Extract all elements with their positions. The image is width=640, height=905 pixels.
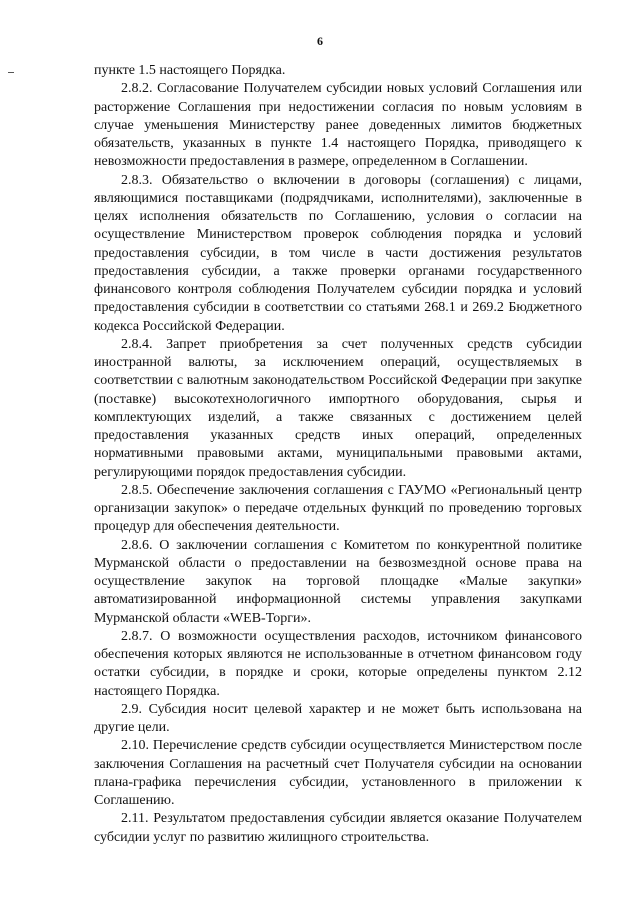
- paragraph-2-8-6: 2.8.6. О заключении соглашения с Комитетом по конкурентной политике Мурманской области о предоставлении на безвозмездной основе права на осуществление закупок на торговой площадке «Малые закупки» автоматизированной информационной системы управления закупками Мурманской области «WEB-Торги».: [94, 537, 582, 626]
- paragraph-2-8-7: 2.8.7. О возможности осуществления расходов, источником финансового обеспечения которых являются не использованные в отчетном финансовом году остатки субсидии, в порядке и сроки, которые определены пунктом 2.12 настоящего Порядка.: [94, 628, 582, 699]
- margin-mark: [8, 72, 14, 73]
- paragraph-2-8-3: 2.8.3. Обязательство о включении в договоры (соглашения) с лицами, являющимися поставщиками (подрядчиками, исполнителями), заключенные в целях исполнения обязательств по Соглашению, условия о согласии на осуществление Министерством проверок соблюдения порядка и условий предоставления субсидии, в том числе в части достижения результатов предоставления субсидии, а также проверки органами государственного финансового контроля соблюдения Получателем субсидии порядка и условий предоставления субсидии в соответствии со статьями 268.1 и 269.2 Бюджетного кодекса Российской Федерации.: [94, 172, 582, 334]
- document-body: [94, 62, 582, 847]
- paragraph-continuation: пункте 1.5 настоящего Порядка.: [94, 63, 286, 78]
- paragraph-2-8-2: 2.8.2. Согласование Получателем субсидии новых условий Соглашения или расторжение Соглашения при недостижении согласия по новым условиям в случае уменьшения Министерству ранее доведенных лимитов бюджетных обязательств, указанных в пункте 1.4 настоящего Порядка, приводящего к невозможности предоставления в размере, определенном в Соглашении.: [94, 81, 582, 170]
- paragraph-2-9: 2.9. Субсидия носит целевой характер и не может быть использована на другие цели.: [94, 701, 582, 735]
- paragraph-2-8-4: 2.8.4. Запрет приобретения за счет полученных средств субсидии иностранной валюты, за исключением операций, осуществляемых в соответствии с валютным законодательством Российской Федерации при закупке (поставке) высокотехнологичного импортного оборудования, сырья и комплектующих изделий, а также связанных с достижением целей предоставления указанных средств иных операций, определенных нормативными правовыми актами, муниципальными правовыми актами, регулирующими порядок предоставления субсидии.: [94, 336, 582, 480]
- paragraph-2-10: 2.10. Перечисление средств субсидии осуществляется Министерством после заключения Соглашения на расчетный счет Получателя субсидии на основании плана-графика перечисления субсидии, установленного в приложении к Соглашению.: [94, 738, 582, 808]
- page-number: 6: [317, 34, 323, 48]
- paragraph-2-11: 2.11. Результатом предоставления субсидии является оказание Получателем субсидии услуг по развитию жилищного строительства.: [94, 811, 582, 845]
- paragraph-2-8-5: 2.8.5. Обеспечение заключения соглашения с ГАУМО «Региональный центр организации закупок» о передаче отдельных функций по проведению торговых процедур для обеспечения деятельности.: [94, 482, 582, 535]
